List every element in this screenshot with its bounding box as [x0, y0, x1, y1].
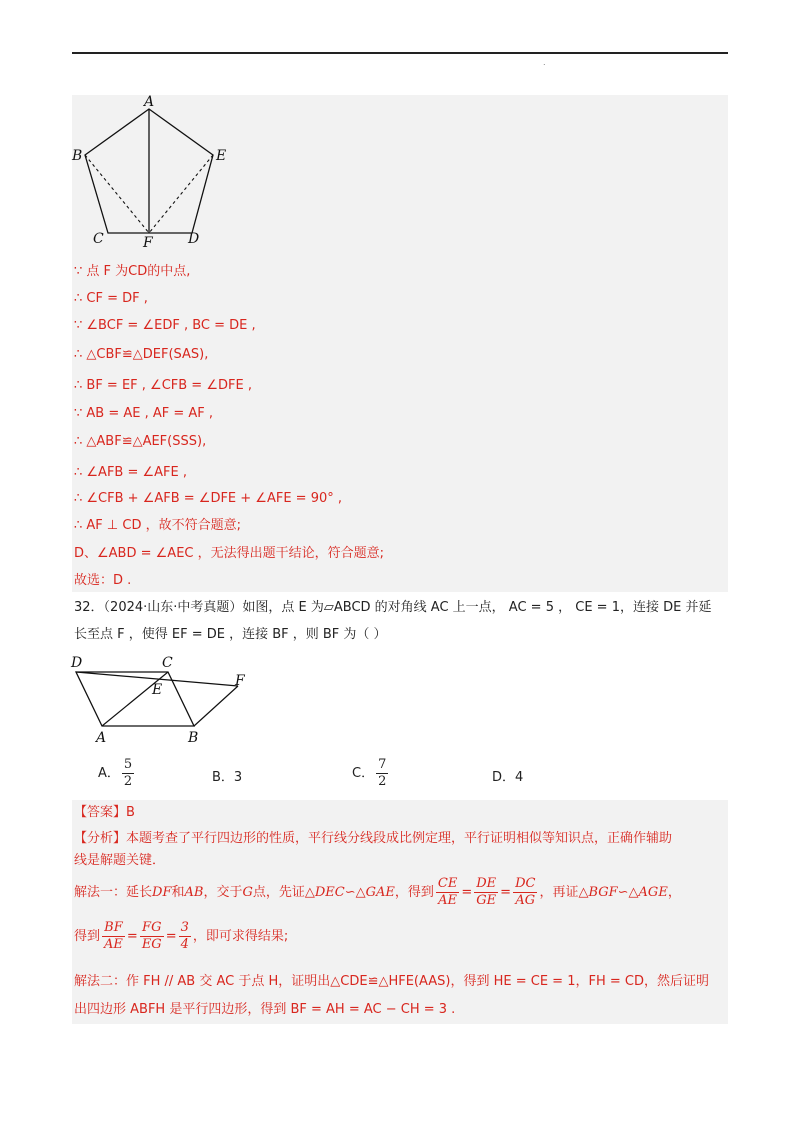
- solution-line: ∵ ∠BCF = ∠EDF , BC = DE ,: [74, 318, 256, 333]
- parallelogram-figure: [68, 652, 258, 748]
- label-F: F: [143, 235, 153, 251]
- analysis-line-2: 线是解题关键．: [74, 853, 166, 868]
- solution-line: ∵ 点 F 为CD的中点,: [74, 264, 191, 279]
- label-F: F: [235, 673, 245, 689]
- answer-label: 【答案】B: [74, 805, 135, 820]
- label-D: D: [71, 655, 83, 671]
- solution-line: ∴ CF = DF ,: [74, 291, 148, 306]
- label-C: C: [162, 655, 173, 671]
- option-b[interactable]: B．3: [212, 770, 243, 785]
- solution-line: ∴ AF ⊥ CD ，故不符合题意;: [74, 518, 241, 533]
- solution-line: ∴ BF = EF , ∠CFB = ∠DFE ,: [74, 378, 252, 393]
- method-one-line-2: 得到 $\frac{BF}{AE}$ = $\frac{FG}{EG}$ = $\frac{3}{4}$ ，即可求得结果;: [74, 920, 289, 952]
- question-line-1: 32．（2024·山东·中考真题）如图，点 E 为▱ABCD 的对角线 AC 上一点， AC = 5 ， CE = 1，连接 DE 并延: [74, 600, 712, 615]
- method-two-line-2: 出四边形 ABFH 是平行四边形，得到 BF = AH = AC − CH = 3 .: [74, 1002, 456, 1017]
- analysis-line-1: 【分析】本题考查了平行四边形的性质，平行线分线段成比例定理，平行证明相似等知识点，正确作辅助: [74, 831, 673, 846]
- label-A: A: [144, 94, 155, 110]
- option-d[interactable]: D．4: [492, 770, 524, 785]
- label-E: E: [152, 682, 163, 698]
- label-E: E: [216, 148, 227, 164]
- option-a[interactable]: A． $\frac{5}{2}$: [98, 757, 133, 789]
- solution-line: 故选：D .: [74, 573, 132, 588]
- header-dot: .: [543, 58, 546, 67]
- label-B: B: [188, 730, 199, 746]
- method-one-line-1: 解法一：延长DF和AB，交于G点，先证△DEC∽△GAE，得到 $\frac{CE}{AE}$ = $\frac{DE}{GE}$ = $\frac{DC}{AG}$ ，再证△BGF∽△AGE，: [74, 876, 681, 908]
- method-two-line-1: 解法二：作 FH // AB 交 AC 于点 H，证明出△CDE≌△HFE(AAS)，得到 HE = CE = 1，FH = CD，然后证明: [74, 974, 709, 989]
- solution-line: ∴ ∠AFB = ∠AFE ,: [74, 465, 188, 480]
- label-C: C: [93, 231, 104, 247]
- solution-line: ∵ AB = AE , AF = AF ,: [74, 406, 214, 421]
- option-c[interactable]: C． $\frac{7}{2}$: [352, 757, 387, 789]
- solution-line: ∴ △CBF≌△DEF(SAS),: [74, 347, 209, 362]
- label-B: B: [72, 148, 83, 164]
- solution-line: ∴ ∠CFB + ∠AFB = ∠DFE + ∠AFE = 90° ,: [74, 491, 343, 506]
- question-line-2: 长至点 F ，使得 EF = DE ，连接 BF ，则 BF 为（ ）: [74, 627, 387, 642]
- header-rule: [72, 52, 728, 54]
- label-D: D: [188, 231, 200, 247]
- label-A: A: [96, 730, 107, 746]
- solution-line: D、∠ABD = ∠AEC ，无法得出题干结论，符合题意;: [74, 546, 384, 561]
- pentagon-figure: [70, 92, 240, 252]
- solution-line: ∴ △ABF≌△AEF(SSS),: [74, 434, 207, 449]
